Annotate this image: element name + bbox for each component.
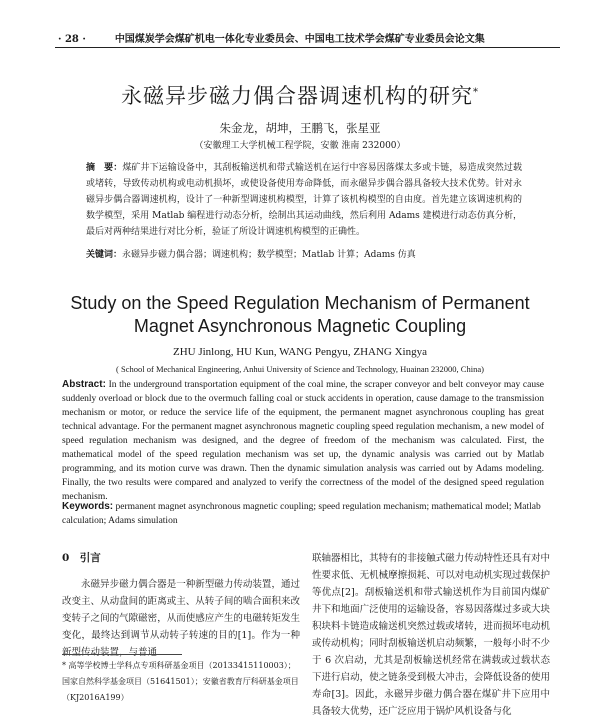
body-column-right (312, 550, 550, 720)
paper-title-cn (0, 80, 600, 110)
keywords-en-label: Keywords: (62, 501, 114, 512)
affiliation-en: ( School of Mechanical Engineering, Anhui University of Science and Technology, Huainan 232000, China) (116, 364, 484, 374)
keywords-cn-label: 关键词： (86, 250, 123, 260)
section-heading-introduction: 0 引言 (62, 552, 101, 564)
abstract-en-label: Abstract: (62, 379, 106, 390)
abstract-cn (86, 160, 522, 240)
affiliation-cn: （安徽理工大学机械工程学院，安徽 淮南 232000） (194, 141, 406, 151)
authors-en: ZHU Jinlong, HU Kun, WANG Pengyu, ZHANG Xingya (172, 346, 427, 358)
funding-footnote: * 高等学校博士学科点专项科研基金项目（20133415110003）；国家自然科学基金项目（51641501）；安徽省教育厅科研基金项目（KJ2016A199） (62, 661, 299, 702)
keywords-cn-text: 永磁异步磁力偶合器；调速机构；数学模型；Matlab 计算；Adams 仿真 (122, 250, 416, 260)
page-number: · 28 · (58, 34, 86, 45)
paper-title-en-line2: Magnet Asynchronous Magnetic Coupling (133, 316, 467, 336)
running-header (58, 30, 558, 45)
paper-title-en (0, 292, 600, 338)
header-rule (55, 47, 560, 48)
intro-paragraph-left: 永磁异步磁力偶合器是一种新型磁力传动装置，通过改变主、从动盘间的距离或主、从转子间的啮合面积来改变转子之间的气隙磁密，从而使感应产生的电磁转矩发生变化，最终达到调节从动转子转速的目的[1]。作为一种新型传动装置，与普通 (62, 579, 300, 658)
keywords-en-text: permanent magnet asynchronous magnetic coupling; speed regulation mechanism; mathematical model; Matlab calculation; Adams simulation (62, 502, 541, 526)
paper-title-cn-text: 永磁异步磁力偶合器调速机构的研究 (121, 84, 473, 108)
keywords-cn (86, 248, 522, 262)
keywords-en (62, 500, 544, 528)
title-footnote-mark: * (473, 87, 479, 98)
abstract-cn-label: 摘 要： (86, 163, 123, 173)
footnote-rule (62, 654, 182, 655)
journal-name: 中国煤炭学会煤矿机电一体化专业委员会、中国电工技术学会煤矿专业委员会论文集 (114, 34, 485, 45)
abstract-en-text: In the underground transportation equipment of the coal mine, the scraper conveyor and belt conveyor may cause suddenly overload or block due to the overmuch falling coal or stuck accidents in operation, cause damage to the transmission mechanism or motor, or reduce the service life of the equipment, the permanent magnet asynchronous coupling has great technical advantage. For the permanent magnet asynchronous magnetic coupling speed regulation mechanism, a new model of speed regulation mechanism was designed, and the degree of freedom of the mechanism was calculated. First, the mathematical model of the speed regulation mechanism was set up, the dynamic analysis was carried out by Matlab programming, and its motion curve was drawn. Then the dynamic simulation analysis was carried out by Adams modeling. Finally, the two results were compared and analyzed to verify the correctness of the model of the designed speed regulation mechanism. (62, 380, 544, 502)
abstract-cn-text: 煤矿井下运输设备中，其刮板输送机和带式输送机在运行中容易因落煤太多或卡链，易造成突然过载或堵转，导致传动机构或电动机损坏，或使设备使用寿命降低，而永磁异步偶合器具备较大技术优势。针对永磁异步偶合器调速机构，设计了一种新型调速机构模型，计算了该机构模型的自由度。首先建立该调速机构的数学模型，采用 Matlab 编程进行动态分析，绘制出其运动曲线，然后利用 Adams 建模进行动态仿真分析，最后对两种结果进行对比分析，验证了所设计调速机构模型的正确性。 (86, 163, 522, 237)
abstract-en (62, 378, 544, 504)
paper-title-en-line1: Study on the Speed Regulation Mechanism of Permanent (70, 293, 530, 313)
body-column-left (62, 550, 300, 661)
authors-cn: 朱金龙，胡坤，王鹏飞，张星亚 (219, 121, 381, 135)
intro-paragraph-right: 联轴器相比，其特有的非接触式磁力传动特性还具有对中性要求低、无机械摩擦损耗、可以对电动机实现过载保护等优点[2]。刮板输送机和带式输送机作为目前国内煤矿井下和地面广泛使用的运输设备，容易因落煤过多或大块积块料卡链造成输送机突然过载或堵转，进而损坏电动机或传动机构；同时刮板输送机启动频繁，一般每小时不少于 6 次启动，尤其是刮板输送机经常在满载或过载状态下进行启动，使之链条受到极大冲击，会降低设备的使用寿命[3]。因此，永磁异步磁力偶合器在煤矿井下应用中具备较大优势，还广泛应用于锅炉风机设备与化 (312, 553, 550, 717)
